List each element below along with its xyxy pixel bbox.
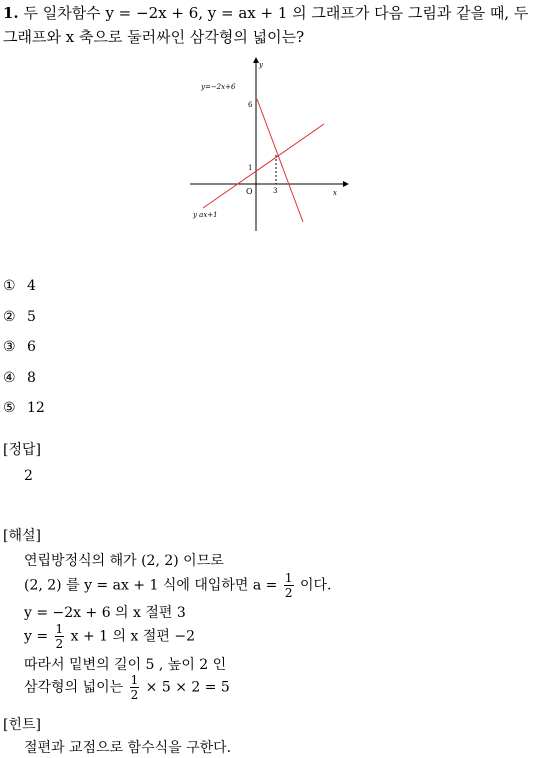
fraction-numerator: 1: [284, 571, 293, 585]
line-y-neg2x-plus-6: [257, 99, 303, 222]
choice-number: ④: [3, 370, 16, 386]
answer-value: 2: [24, 468, 33, 484]
hint-heading: [힌트]: [3, 717, 41, 733]
explanation-line-5: 따라서 밑변의 길이 5 , 높이 2 인: [24, 657, 227, 673]
fraction-denominator: 2: [55, 637, 64, 651]
fraction: [130, 673, 140, 702]
fraction-denominator: 2: [284, 586, 293, 600]
tick-label-3: 3: [273, 187, 278, 195]
explanation-line-2: [24, 571, 331, 600]
question: [3, 1, 531, 49]
question-line-1: [3, 1, 531, 25]
fraction-numerator: 1: [55, 622, 64, 636]
hint-text: 절편과 교점으로 함수식을 구한다.: [24, 740, 232, 756]
explanation-line-4: [24, 622, 195, 651]
choice-number: ①: [3, 278, 16, 294]
explanation-line-2-end: 이다.: [299, 577, 332, 594]
explanation-line-6: [24, 673, 230, 702]
answer-heading: [정답]: [3, 442, 41, 458]
line-y-ax-plus-1: [203, 124, 324, 208]
fraction-numerator: 1: [130, 673, 139, 687]
explanation-line-4-text: y =: [24, 628, 49, 645]
line2-label: y ax+1: [193, 211, 218, 219]
choice-number: ②: [3, 309, 16, 325]
choice-3[interactable]: [3, 338, 36, 356]
explanation-line-6-end: × 5 × 2 = 5: [145, 679, 230, 696]
choice-2[interactable]: [3, 308, 36, 326]
fraction-denominator: 2: [130, 688, 139, 702]
function-graph: [185, 55, 355, 240]
choice-value: 6: [27, 339, 36, 355]
explanation-line-4-end: x + 1 의 x 절편 −2: [70, 628, 195, 645]
question-number: 1.: [3, 4, 19, 22]
explanation-line-1: 연립방정식의 해가 (2, 2) 이므로: [24, 553, 224, 569]
choice-value: 4: [27, 278, 36, 294]
origin-label: O: [246, 187, 253, 196]
question-text-line1: 두 일차함수 y = −2x + 6, y = ax + 1 의 그래프가 다음 그림과 같을 때, 두: [23, 4, 529, 22]
explanation-line-3: y = −2x + 6 의 x 절편 3: [24, 605, 186, 621]
x-axis-arrow: [343, 181, 349, 187]
fraction: [284, 571, 294, 600]
choice-4[interactable]: [3, 369, 36, 387]
choice-number: ⑤: [3, 400, 16, 416]
choice-1[interactable]: [3, 277, 36, 295]
y-axis-label: y: [259, 61, 263, 69]
tick-label-6: 6: [248, 101, 253, 109]
explanation-heading: [해설]: [3, 528, 41, 544]
choice-5[interactable]: [3, 399, 45, 417]
fraction: [55, 622, 65, 651]
explanation-line-2-text: (2, 2) 를 y = ax + 1 식에 대입하면 a =: [24, 577, 278, 594]
explanation-line-6-text: 삼각형의 넓이는: [24, 679, 124, 696]
choice-number: ③: [3, 339, 16, 355]
question-text-line2: 그래프와 x 축으로 둘러싸인 삼각형의 넓이는?: [3, 28, 305, 46]
x-axis-label: x: [333, 189, 337, 197]
choice-value: 8: [27, 370, 36, 386]
tick-label-1: 1: [248, 164, 253, 172]
choice-value: 5: [27, 309, 36, 325]
line1-label: y=−2x+6: [201, 83, 236, 91]
choice-value: 12: [27, 400, 45, 416]
